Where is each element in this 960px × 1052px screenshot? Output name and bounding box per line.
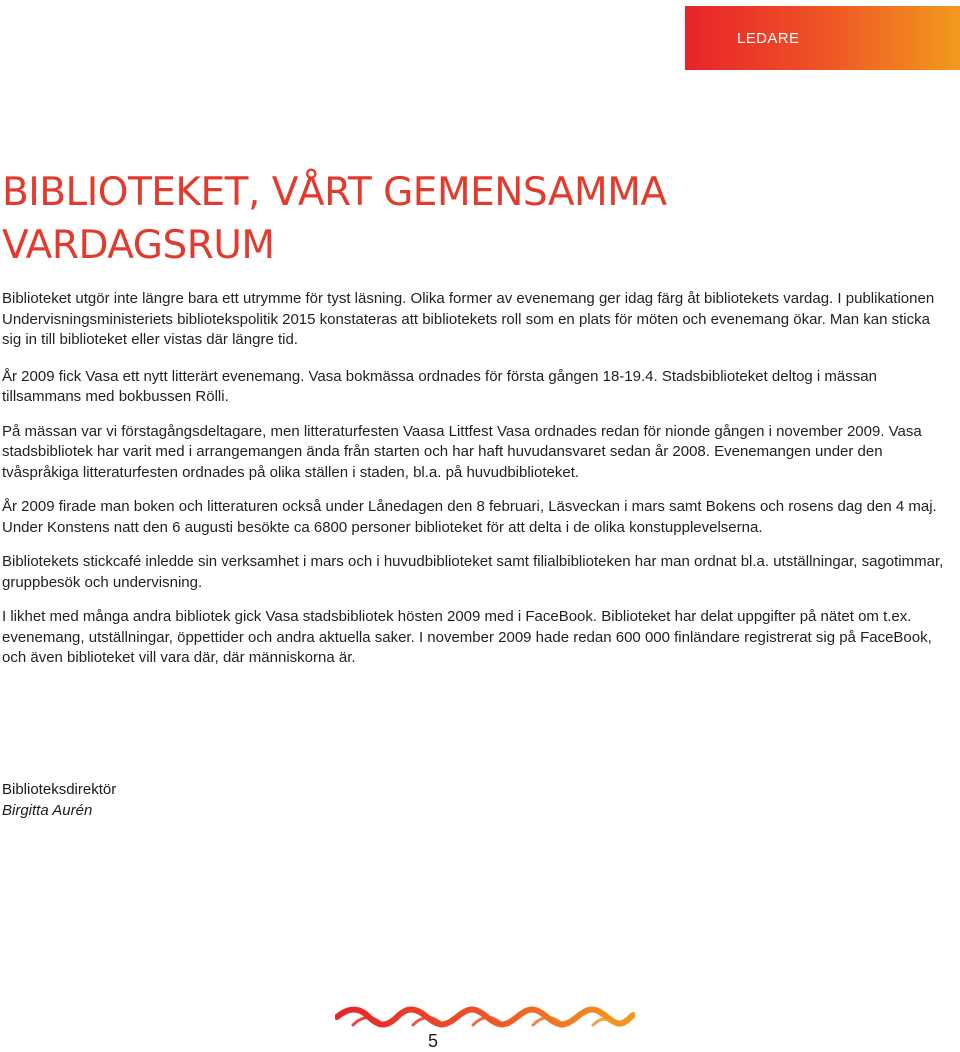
signoff-role: Biblioteksdirektör [2,781,117,798]
page-title [2,166,762,272]
paragraph: Bibliotekets stickcafé inledde sin verksamhet i mars och i huvudbiblioteket samt filialbiblioteken har man ordnat bl.a. utställningar, sagotimmar, gruppbesök och undervisning. [2,553,944,591]
paragraph: År 2009 fick Vasa ett nytt litterärt evenemang. Vasa bokmässa ordnades för första gången 18-19.4. Stadsbiblioteket deltog i mässan tillsammans med bokbussen Rölli. [2,367,877,405]
section-tag [685,6,960,70]
section-tag-label: LEDARE [737,29,800,47]
article-body [2,289,950,685]
page-title-line-2: VARDAGSRUM [2,223,275,268]
signoff [2,779,116,821]
signoff-name: Birgitta Aurén [2,802,93,819]
wave-ornament-icon [335,1003,635,1035]
paragraph: År 2009 firade man boken och litteraturen också under Lånedagen den 8 februari, Läsveckan i mars samt Bokens och rosens dag den 4 maj. Under Konstens natt den 6 augusti besökte ca 6800 personer biblioteket för att delta i de olika konstupplevelserna. [2,498,937,536]
paragraph: I likhet med många andra bibliotek gick Vasa stadsbibliotek hösten 2009 med i FaceBook. Biblioteket har delat uppgifter på nätet om t.ex. evenemang, utställningar, öppettider och andra aktuella saker. I november 2009 hade redan 600 000 finländare registrerat sig på FaceBook, och även biblioteket vill vara där, där människorna är. [2,608,932,666]
page-number: 5 [427,1031,438,1051]
paragraph: Biblioteket utgör inte längre bara ett utrymme för tyst läsning. Olika former av evenemang ger idag färg åt bibliotekets vardag. I publikationen Undervisningsministeriets bibliotekspolitik 2015 konstateras att bibliotekets roll som en plats för möten och evenemang ökar. Man kan sticka sig in till biblioteket eller vistas där längre tid. [2,290,935,348]
paragraph: På mässan var vi förstagångsdeltagare, men litteraturfesten Vaasa Littfest Vasa ordnades redan för nionde gången i november 2009. Vasa stadsbibliotek har varit med i arrangemangen ända från starten och har haft huvudansvaret sedan år 2008. Evenemangen under den tvåspråkiga litteraturfesten ordnades på olika ställen i staden, bl.a. på huvudbiblioteket. [2,422,922,481]
page-title-line-1: BIBLIOTEKET, VÅRT GEMENSAMMA [2,170,667,215]
